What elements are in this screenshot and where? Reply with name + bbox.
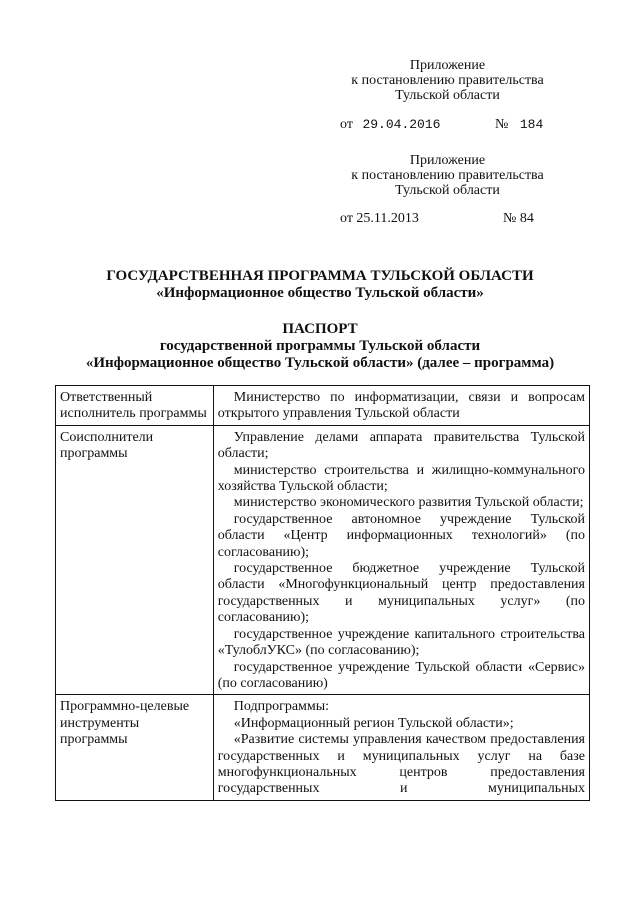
row-label: Соисполнители программы	[56, 425, 214, 695]
decree-date-line	[340, 117, 440, 133]
paragraph: государственное учреждение Тульской области «Сервис» (по согласованию)	[217, 659, 585, 691]
passport-line-3: «Информационное общество Тульской области» (далее – программа)	[85, 355, 555, 371]
table-row	[56, 695, 590, 800]
paragraph: Министерство по информатизации, связи и вопросам открытого управления Тульской области	[217, 390, 585, 422]
paragraph: государственное учреждение капитального строительства «ТулоблУКС» (по согласованию);	[217, 626, 585, 659]
row-value	[213, 695, 589, 800]
paragraph: «Развитие системы управления качеством предоставления государственных и муниципальных услуг на базе многофункциональных центров предоставления государственных и муниципальных	[217, 732, 585, 797]
attachment-region-line: Тульской области	[395, 88, 500, 103]
decree-number: 184	[519, 117, 544, 132]
row-label: Ответственный исполнитель программы	[56, 386, 214, 426]
attachment-label: Приложение	[409, 58, 486, 73]
program-subtitle: «Информационное общество Тульской области»	[156, 285, 484, 301]
paragraph: государственное автономное учреждение Тульской области «Центр информационных технологий» (по согласованию);	[217, 511, 585, 560]
attachment-header-current	[335, 58, 560, 103]
passport-table	[55, 385, 590, 801]
passport-line-2: государственной программы Тульской области	[159, 338, 481, 354]
passport-title	[0, 321, 640, 372]
paragraph: министерство экономического развития Тульской области;	[233, 495, 584, 511]
row-value	[213, 425, 589, 695]
decree-date: 29.04.2016	[362, 117, 441, 132]
decree-number-prefix: №	[495, 117, 509, 132]
table-row	[56, 386, 590, 426]
attachment-region-line: Тульской области	[395, 183, 500, 198]
paragraph: государственное бюджетное учреждение Тульской области «Многофункциональный центр предоставления государственных и муниципальных услуг» (по согласованию);	[217, 561, 585, 626]
attachment-decree-line: к постановлению правительства	[351, 73, 544, 88]
table-row	[56, 425, 590, 695]
attachment-label: Приложение	[409, 153, 486, 168]
document-title	[0, 268, 640, 302]
paragraph: министерство строительства и жилищно-коммунального хозяйства Тульской области;	[217, 462, 585, 495]
decree-number-line	[495, 117, 543, 133]
passport-heading: ПАСПОРТ	[282, 321, 358, 337]
original-date: от 25.11.2013	[340, 211, 419, 226]
attachment-decree-line: к постановлению правительства	[351, 168, 544, 183]
program-title: ГОСУДАРСТВЕННАЯ ПРОГРАММА ТУЛЬСКОЙ ОБЛАСТИ	[106, 268, 534, 284]
decree-date-prefix: от	[340, 117, 353, 132]
paragraph: «Информационный регион Тульской области»;	[233, 715, 514, 731]
original-number: № 84	[503, 211, 534, 226]
row-label: Программно-целевые инструменты программы	[56, 695, 214, 800]
paragraph: Подпрограммы:	[233, 699, 330, 715]
attachment-header-original	[335, 153, 560, 198]
paragraph: Управление делами аппарата правительства Тульской области;	[217, 429, 585, 462]
row-value	[213, 386, 589, 426]
